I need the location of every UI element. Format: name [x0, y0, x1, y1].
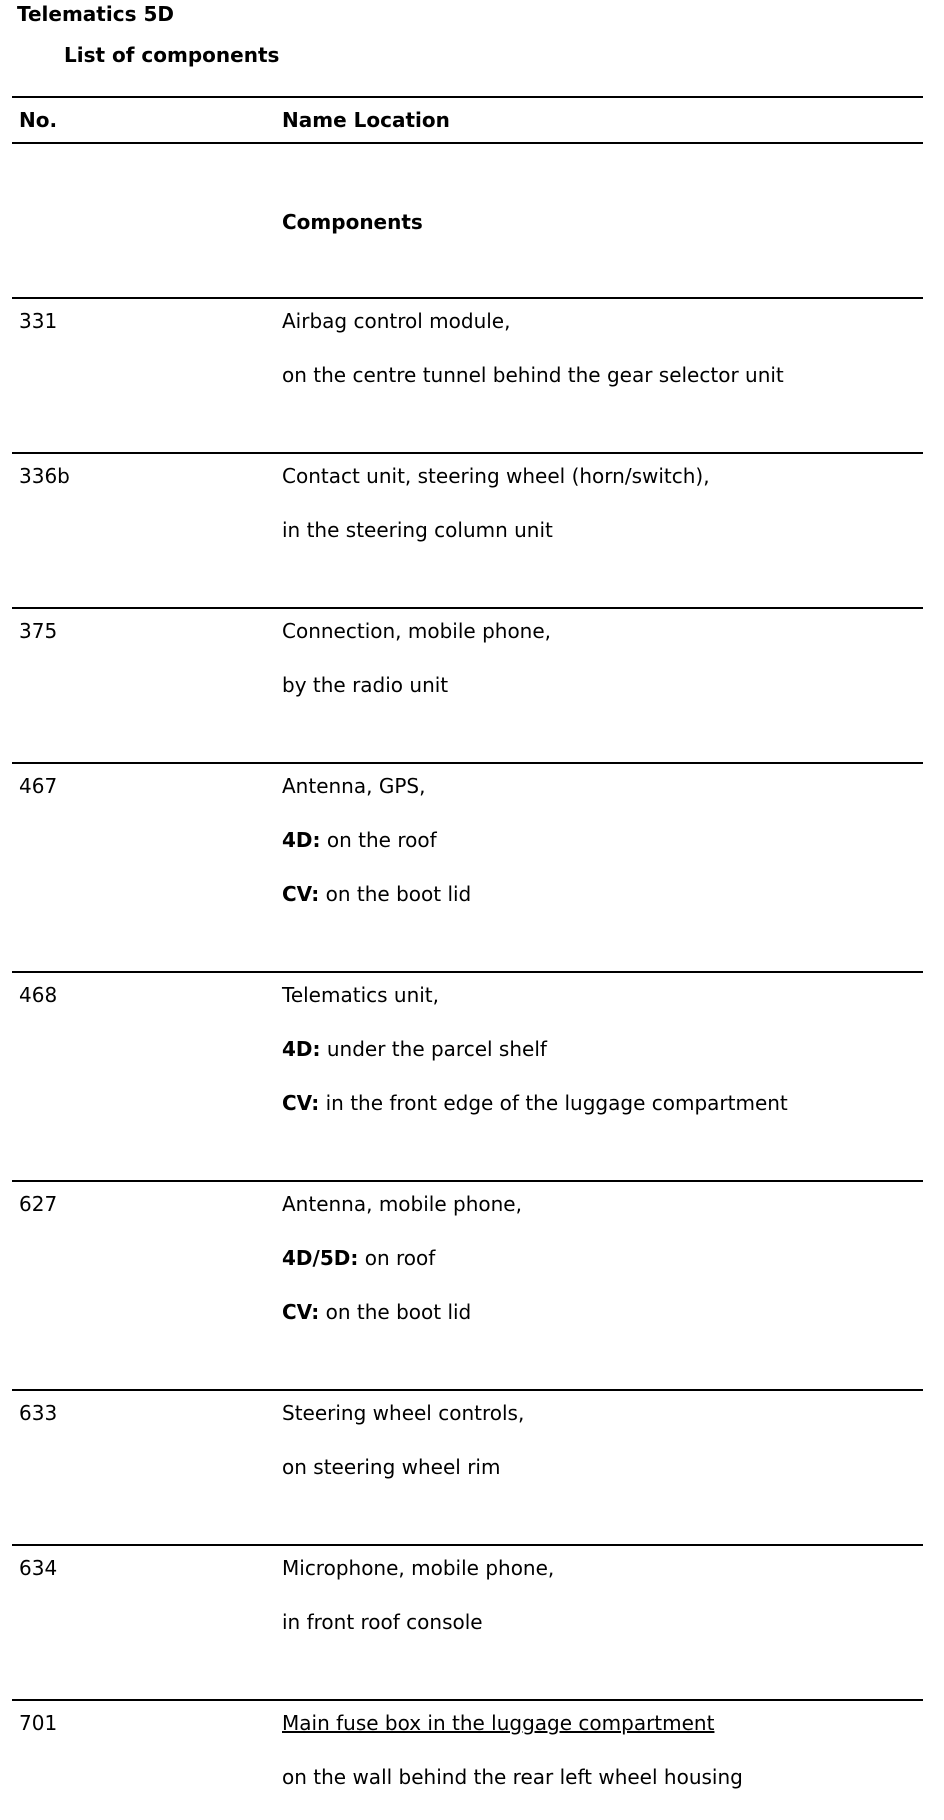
component-description-line	[282, 1245, 435, 1271]
row-separator-rule	[12, 1699, 923, 1701]
component-description-line	[282, 672, 448, 698]
component-number: 467	[19, 774, 58, 798]
row-separator-rule	[12, 1389, 923, 1391]
component-link[interactable]	[282, 1710, 714, 1736]
component-description-line	[282, 308, 510, 334]
component-number: 627	[19, 1192, 58, 1216]
description-text: Connection, mobile phone,	[282, 619, 552, 643]
row-separator-rule	[12, 971, 923, 973]
component-description-line	[282, 982, 439, 1008]
row-separator-rule	[12, 762, 923, 764]
description-text: on the wall behind the rear left wheel housing	[282, 1765, 743, 1789]
document-title: Telematics 5D	[17, 2, 174, 26]
header-bottom-rule	[12, 142, 923, 144]
component-number: 336b	[19, 464, 70, 488]
description-text: Telematics unit,	[282, 983, 440, 1007]
description-text: in the front edge of the luggage compartment	[319, 1091, 788, 1115]
component-description-line	[282, 362, 784, 388]
document-subtitle: List of components	[64, 43, 280, 67]
component-description-line	[282, 1609, 483, 1635]
column-header-no: No.	[19, 108, 58, 132]
variant-prefix: 4D/5D:	[282, 1246, 359, 1270]
description-text: on roof	[358, 1246, 436, 1270]
component-description-line	[282, 1299, 471, 1325]
description-text: under the parcel shelf	[320, 1037, 547, 1061]
component-description-line	[282, 1191, 522, 1217]
variant-prefix: CV:	[282, 1300, 320, 1324]
description-text: Steering wheel controls,	[282, 1401, 525, 1425]
variant-prefix: 4D:	[282, 828, 321, 852]
component-number: 331	[19, 309, 58, 333]
component-number: 633	[19, 1401, 58, 1425]
description-text: on the centre tunnel behind the gear selector unit	[282, 363, 784, 387]
description-text: on the boot lid	[319, 882, 472, 906]
fuse-box-link-text[interactable]: Main fuse box in the luggage compartment	[282, 1711, 715, 1735]
row-separator-rule	[12, 297, 923, 299]
description-text: on the roof	[320, 828, 437, 852]
description-text: Airbag control module,	[282, 309, 511, 333]
variant-prefix: CV:	[282, 1091, 320, 1115]
description-text: Contact unit, steering wheel (horn/switch),	[282, 464, 710, 488]
description-text: Microphone, mobile phone,	[282, 1556, 555, 1580]
component-description-line	[282, 1090, 788, 1116]
component-description-line	[282, 881, 471, 907]
component-number: 634	[19, 1556, 58, 1580]
component-description-line	[282, 1036, 547, 1062]
component-description-line	[282, 1400, 524, 1426]
description-text: by the radio unit	[282, 673, 449, 697]
component-description-line	[282, 827, 437, 853]
component-description-line	[282, 1764, 743, 1790]
component-number: 468	[19, 983, 58, 1007]
variant-prefix: CV:	[282, 882, 320, 906]
component-description-line	[282, 517, 553, 543]
component-description-line	[282, 773, 425, 799]
description-text: Antenna, mobile phone,	[282, 1192, 522, 1216]
component-number: 375	[19, 619, 58, 643]
component-description-line	[282, 1454, 500, 1480]
component-description-line	[282, 463, 710, 489]
row-separator-rule	[12, 1544, 923, 1546]
description-text: on steering wheel rim	[282, 1455, 501, 1479]
component-description-line	[282, 618, 551, 644]
component-description-line	[282, 1555, 554, 1581]
row-separator-rule	[12, 452, 923, 454]
description-text: Antenna, GPS,	[282, 774, 426, 798]
row-separator-rule	[12, 1180, 923, 1182]
description-text: on the boot lid	[319, 1300, 472, 1324]
table-top-rule	[12, 96, 923, 98]
description-text: in the steering column unit	[282, 518, 553, 542]
component-number: 701	[19, 1711, 58, 1735]
column-header-name-location: Name Location	[282, 108, 450, 132]
variant-prefix: 4D:	[282, 1037, 321, 1061]
row-separator-rule	[12, 607, 923, 609]
section-heading-components: Components	[282, 210, 423, 234]
description-text: in front roof console	[282, 1610, 483, 1634]
